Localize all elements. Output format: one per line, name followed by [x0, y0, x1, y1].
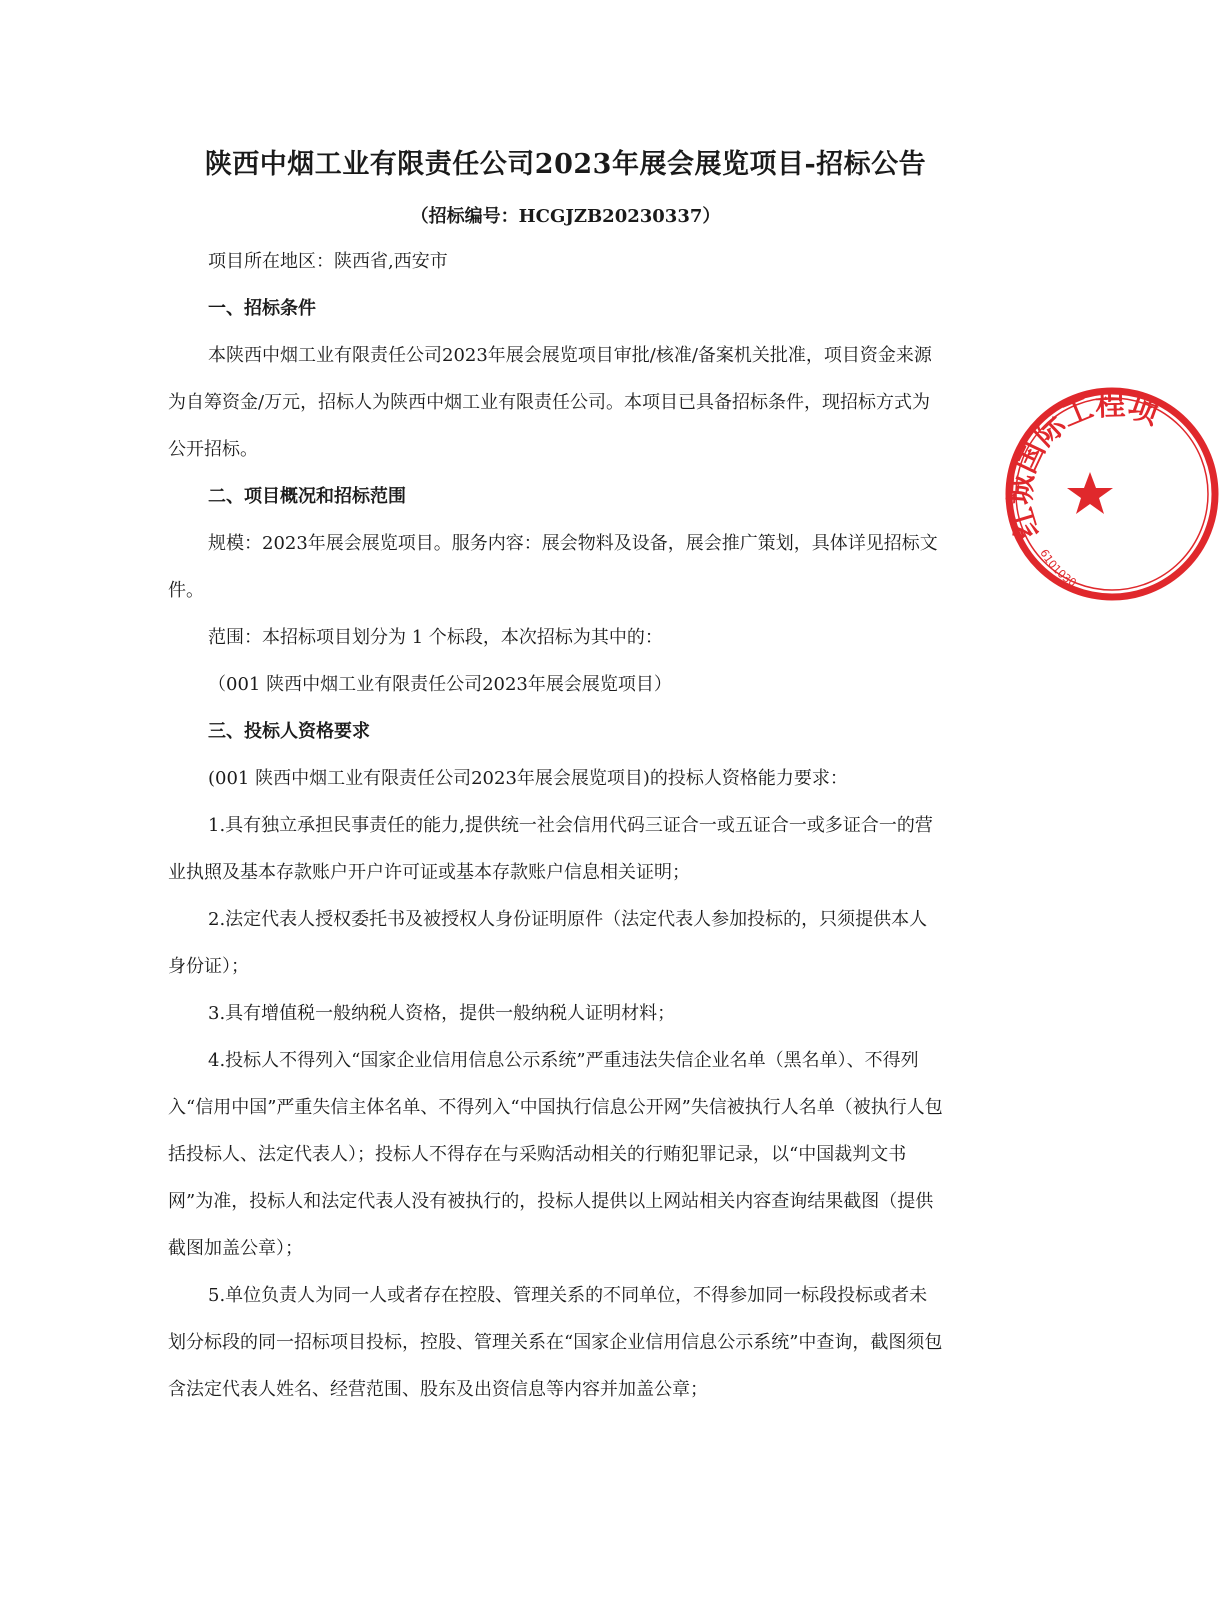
section-2-lot: （001 陕西中烟工业有限责任公司2023年展会展览项目）: [208, 674, 672, 695]
section-2-scale: 规模：2023年展会展览项目。服务内容：展会物料及设备，展会推广策划，具体详见招标文件。: [168, 533, 938, 601]
section-1-heading: 一、招标条件: [208, 298, 316, 319]
section-2-heading: 二、项目概况和招标范围: [208, 486, 406, 507]
section-3-heading: 三、投标人资格要求: [208, 721, 370, 742]
requirement-item: 3.具有增值税一般纳税人资格，提供一般纳税人证明材料；: [208, 1003, 676, 1024]
seal-number: 6101030: [1037, 547, 1079, 590]
document-body: [168, 238, 943, 1413]
company-seal: [1000, 384, 1164, 604]
section-1-text: 本陕西中烟工业有限责任公司2023年展会展览项目审批/核准/备案机关批准，项目资金来源为自筹资金/万元，招标人为陕西中烟工业有限责任公司。本项目已具备招标条件，现招标方式为公开招标。: [168, 345, 932, 460]
seal-icon: [1000, 384, 1220, 604]
document-title: 陕西中烟工业有限责任公司2023年展会展览项目-招标公告: [204, 149, 927, 180]
seal-text: 红城国际工程项: [1003, 387, 1164, 543]
section-3-intro: (001 陕西中烟工业有限责任公司2023年展会展览项目)的投标人资格能力要求：: [208, 768, 848, 789]
requirement-item: 4.投标人不得列入“国家企业信用信息公示系统”严重违法失信企业名单（黑名单）、不得列入“信用中国”严重失信主体名单、不得列入“中国执行信息公开网”失信被执行人名单（被执行人包括投标人、法定代表人）；投标人不得存在与采购活动相关的行贿犯罪记录，以“中国裁判文书网”为准，投标人和法定代表人没有被执行的，投标人提供以上网站相关内容查询结果截图（提供截图加盖公章）；: [168, 1050, 943, 1259]
section-2-scope: 范围：本招标项目划分为 1 个标段，本次招标为其中的：: [208, 627, 663, 648]
bid-code: （招标编号：HCGJZB20230337）: [410, 206, 721, 227]
svg-text:红城国际工程项: [1003, 388, 1164, 543]
requirement-item: 2.法定代表人授权委托书及被授权人身份证明原件（法定代表人参加投标的，只须提供本人身份证）；: [168, 909, 928, 977]
requirement-item: 5.单位负责人为同一人或者存在控股、管理关系的不同单位，不得参加同一标段投标或者未划分标段的同一招标项目投标，控股、管理关系在“国家企业信用信息公示系统”中查询，截图须包含法定代表人姓名、经营范围、股东及出资信息等内容并加盖公章；: [168, 1285, 943, 1400]
location-line: 项目所在地区：陕西省,西安市: [208, 251, 448, 272]
requirement-item: 1.具有独立承担民事责任的能力,提供统一社会信用代码三证合一或五证合一或多证合一的营业执照及基本存款账户开户许可证或基本存款账户信息相关证明；: [168, 815, 933, 883]
